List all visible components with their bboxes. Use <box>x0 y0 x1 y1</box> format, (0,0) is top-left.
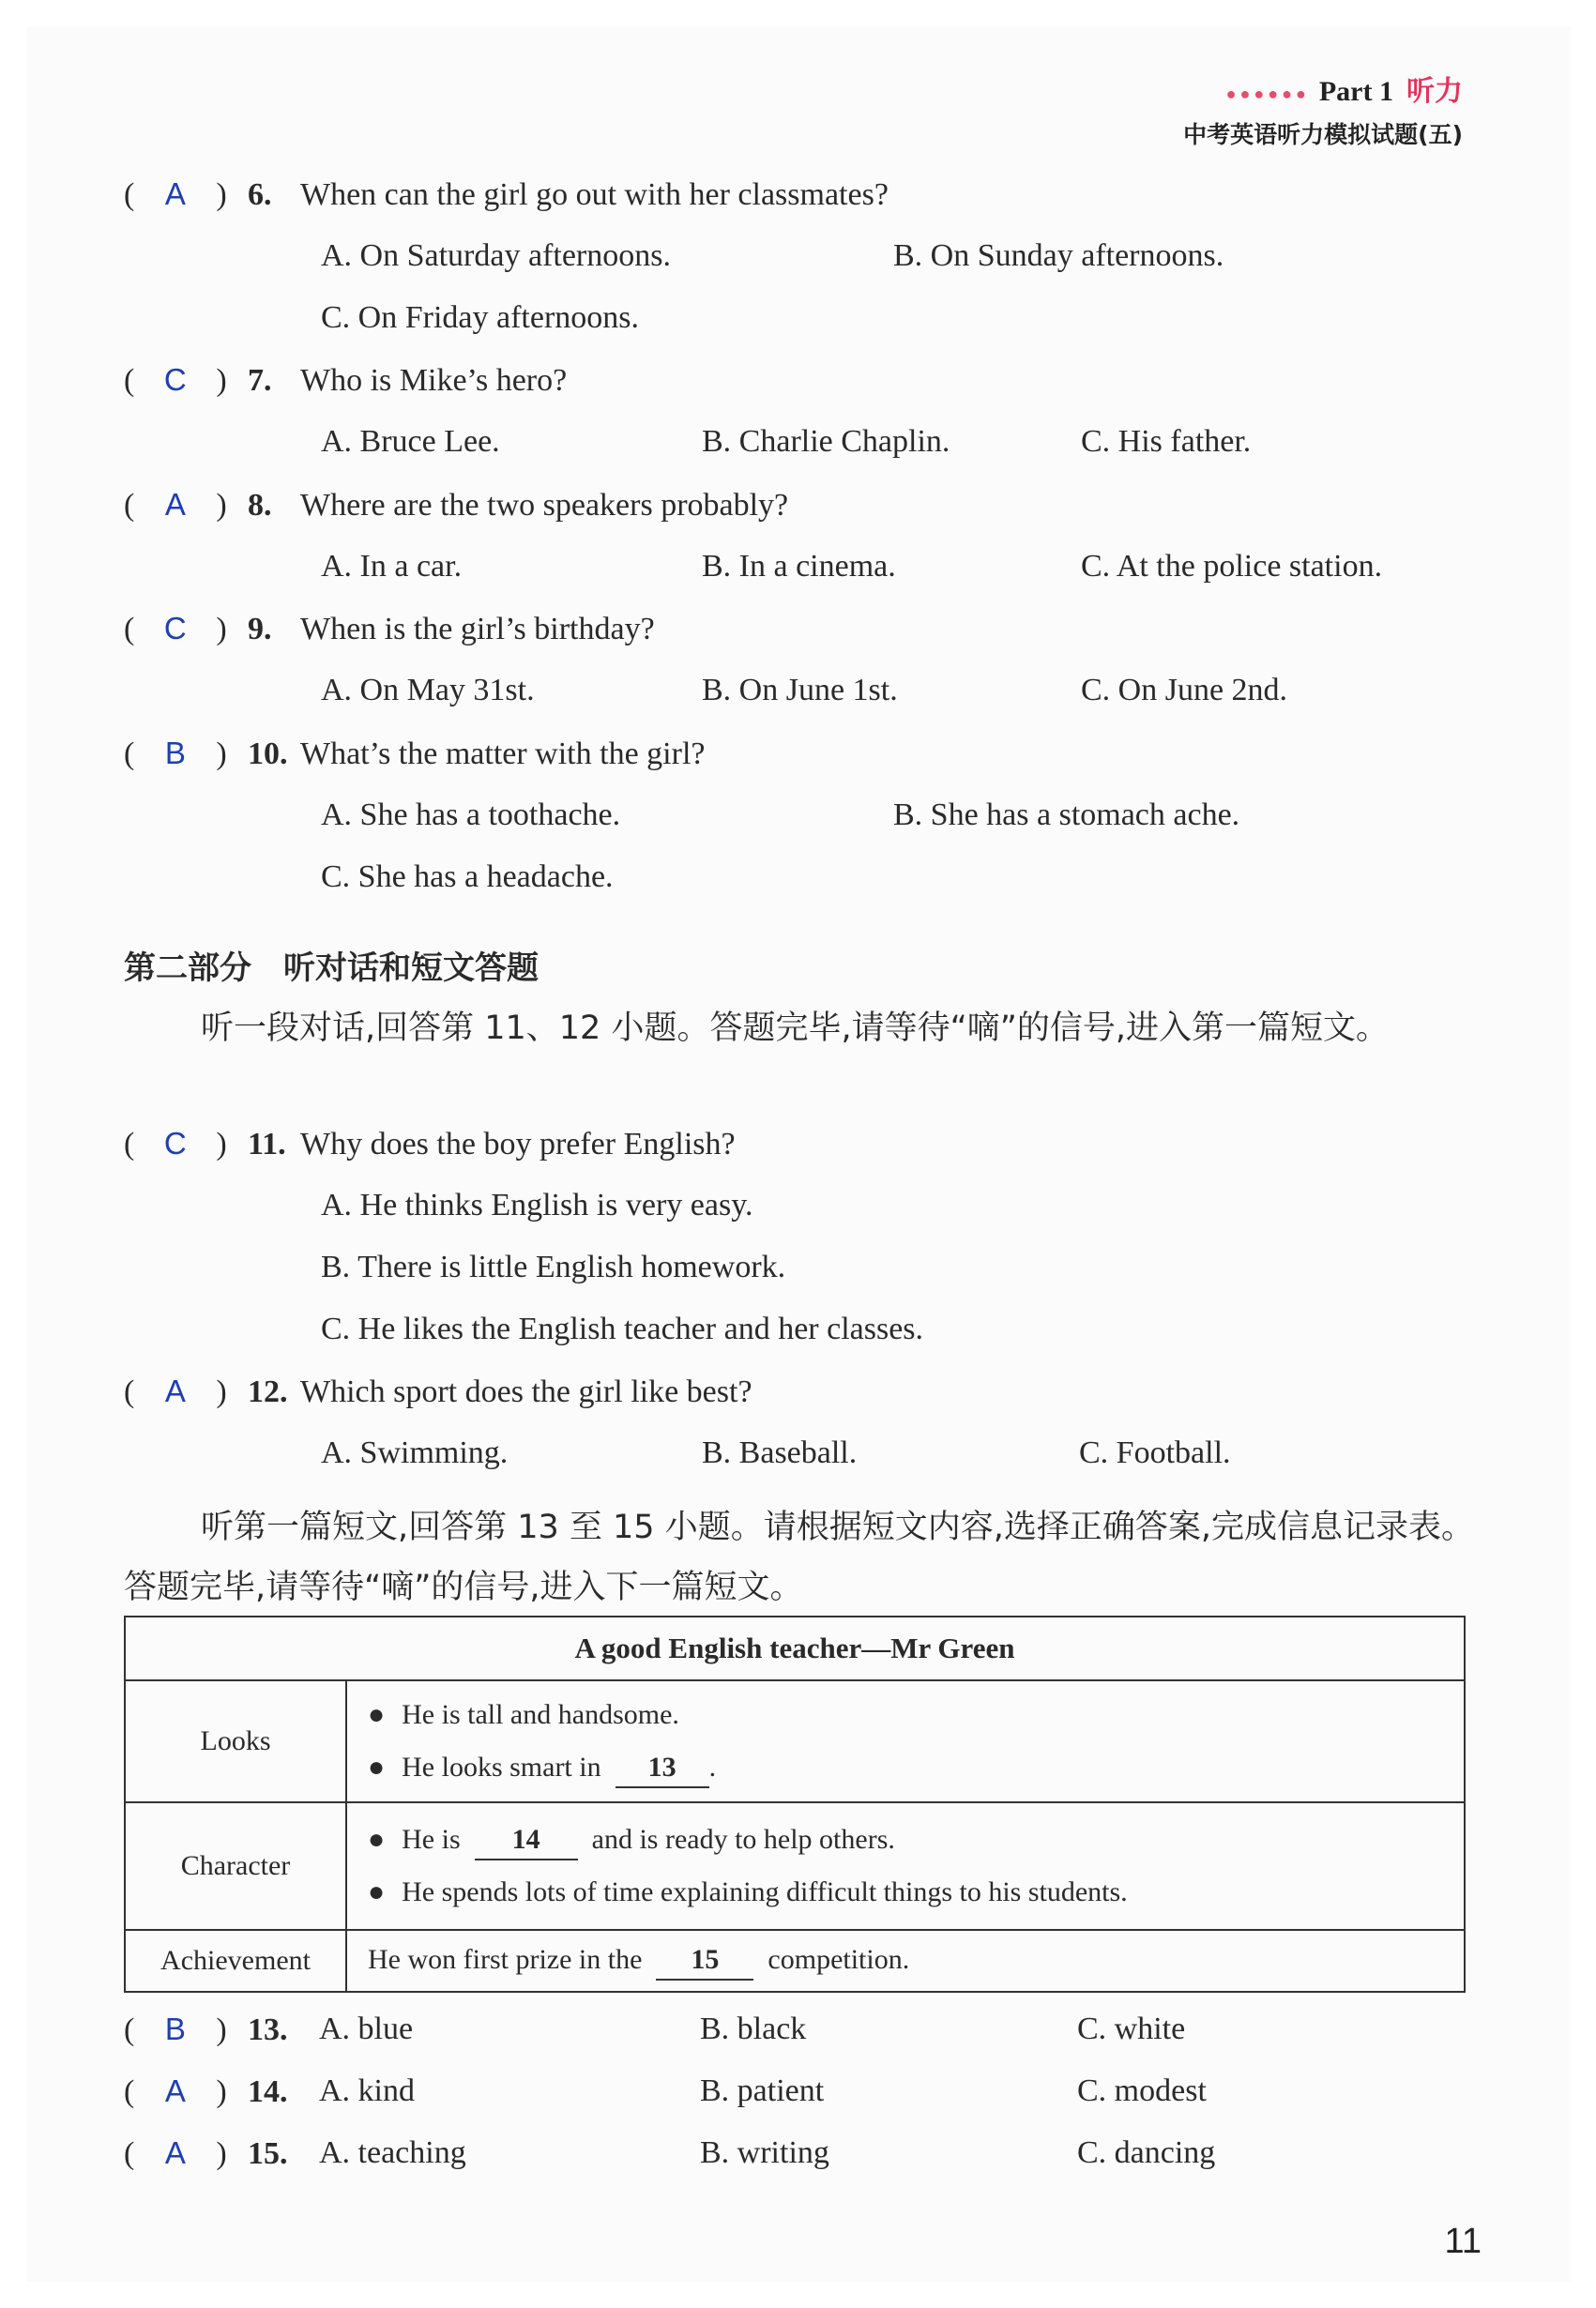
page-number: 11 <box>1444 2222 1482 2261</box>
question-8: ( A ) 8. Where are the two speakers probably? <box>124 487 789 523</box>
question-7: ( C ) 7. Who is Mike’s hero? <box>124 362 568 398</box>
question-text: Who is Mike’s hero? <box>300 363 568 398</box>
option-c: C. On Friday afternoons. <box>321 300 640 335</box>
option-b: B. On June 1st. <box>702 673 898 707</box>
answer-12: A <box>164 1374 186 1408</box>
option-a: A. She has a toothache. <box>321 797 621 832</box>
header-subtitle: 中考英语听力模拟试题(五) <box>1183 121 1463 148</box>
option-c: C. She has a headache. <box>321 859 614 894</box>
option-b: B. writing <box>700 2135 829 2170</box>
option-c: C. His father. <box>1081 424 1252 459</box>
instructions-passage: 听第一篇短文,回答第 13 至 15 小题。请根据短文内容,选择正确答案,完成信息记录表。答题完毕,请等待“嘀”的信号,进入下一篇短文。 <box>124 1509 1474 1606</box>
option-a: A. On May 31st. <box>321 673 535 707</box>
answer-11: C <box>163 1126 187 1161</box>
option-c: C. modest <box>1077 2073 1207 2108</box>
blank-13: 13 <box>616 1749 709 1788</box>
option-a: A. kind <box>319 2073 415 2108</box>
answer-10: B <box>164 736 186 770</box>
question-13: ( B ) 13. <box>124 2012 288 2047</box>
instructions-dialogue: 听一段对话,回答第 11、12 小题。答题完毕,请等待“嘀”的信号,进入第一篇短文。 <box>201 1010 1389 1047</box>
option-a: A. blue <box>319 2012 414 2046</box>
question-text: When can the girl go out with her classmates? <box>300 177 889 212</box>
option-b: B. There is little English homework. <box>321 1250 786 1284</box>
question-text: Why does the boy prefer English? <box>300 1127 736 1162</box>
answer-7: C <box>163 362 187 397</box>
looks-label: Looks <box>125 1680 346 1802</box>
character-label: Character <box>125 1802 346 1930</box>
option-b: B. patient <box>700 2073 825 2108</box>
blank-14: 14 <box>475 1821 578 1860</box>
question-10: ( B ) 10. What’s the matter with the girl? <box>124 736 706 771</box>
option-b: B. On Sunday afternoons. <box>893 238 1224 273</box>
option-a: A. Bruce Lee. <box>321 424 500 459</box>
achievement-label: Achievement <box>125 1930 346 1992</box>
question-9: ( C ) 9. When is the girl’s birthday? <box>124 611 655 646</box>
option-b: B. Baseball. <box>702 1435 858 1470</box>
option-b: B. She has a stomach ache. <box>893 797 1240 832</box>
question-text: When is the girl’s birthday? <box>300 612 655 646</box>
option-a: A. In a car. <box>321 549 463 584</box>
answer-9: C <box>163 611 187 645</box>
answer-13: B <box>164 2012 186 2046</box>
option-c: C. On June 2nd. <box>1081 673 1288 707</box>
option-c: C. Football. <box>1079 1435 1231 1470</box>
answer-6: A <box>164 176 186 211</box>
option-b: B. Charlie Chaplin. <box>702 424 950 459</box>
question-12: ( A ) 12. Which sport does the girl like best? <box>124 1374 752 1409</box>
option-c: C. At the police station. <box>1081 549 1383 584</box>
page-header <box>1183 68 1463 150</box>
option-b: B. In a cinema. <box>702 549 896 584</box>
part-label: Part 1 <box>1318 76 1393 107</box>
question-15: ( A ) 15. <box>124 2135 288 2171</box>
option-c: C. He likes the English teacher and her classes. <box>321 1312 924 1346</box>
answer-14: A <box>164 2073 186 2108</box>
part-title: 听力 <box>1406 75 1463 108</box>
question-14: ( A ) 14. <box>124 2073 288 2109</box>
question-text: Which sport does the girl like best? <box>300 1374 752 1409</box>
looks-cell: ● He is tall and handsome. ● He looks smart in 13 . <box>346 1680 1465 1802</box>
character-cell: ● He is 14 and is ready to help others. ● He spends lots of time explaining difficult things to his students. <box>346 1802 1465 1930</box>
question-text: What’s the matter with the girl? <box>300 736 706 771</box>
question-11: ( C ) 11. Why does the boy prefer English? <box>124 1126 736 1162</box>
question-6: ( A ) 6. When can the girl go out with her classmates? <box>124 176 889 212</box>
blank-15: 15 <box>656 1941 753 1981</box>
option-c: C. white <box>1077 2012 1186 2046</box>
option-a: A. On Saturday afternoons. <box>321 238 671 273</box>
answer-8: A <box>164 487 186 522</box>
decorative-dots: ●●●●●● <box>1225 84 1310 103</box>
option-a: A. teaching <box>319 2135 466 2170</box>
option-b: B. black <box>700 2012 807 2046</box>
option-c: C. dancing <box>1077 2135 1216 2170</box>
option-a: A. He thinks English is very easy. <box>321 1188 753 1222</box>
answer-15: A <box>164 2135 186 2170</box>
info-record-table <box>124 1616 1466 1993</box>
option-a: A. Swimming. <box>321 1435 509 1470</box>
section-title: 第二部分 听对话和短文答题 <box>124 949 539 987</box>
table-title: A good English teacher—Mr Green <box>125 1617 1465 1680</box>
achievement-cell: He won first prize in the 15 competition. <box>346 1930 1465 1992</box>
question-text: Where are the two speakers probably? <box>300 488 789 523</box>
